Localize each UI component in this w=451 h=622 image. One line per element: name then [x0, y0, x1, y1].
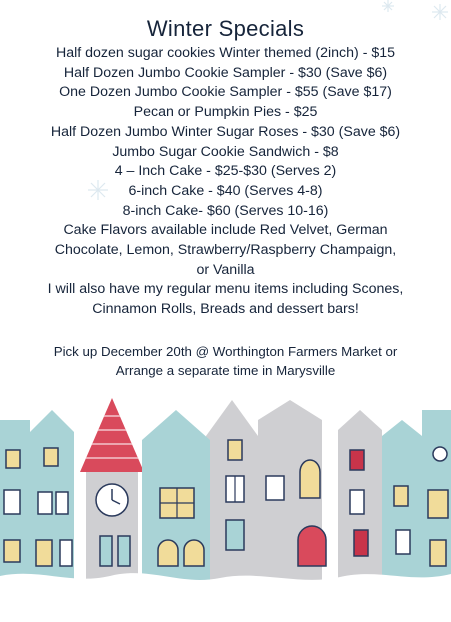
list-item: Chocolate, Lemon, Strawberry/Raspberry Champaign, — [54, 242, 397, 259]
list-item: 4 – Inch Cake - $25-$30 (Serves 2) — [114, 163, 337, 180]
list-item: Half Dozen Jumbo Winter Sugar Roses - $30 (Save $6) — [50, 123, 401, 140]
list-item: 8-inch Cake- $60 (Serves 10-16) — [122, 202, 329, 219]
list-item: Cinnamon Rolls, Breads and dessert bars! — [92, 301, 359, 318]
list-item: 6-inch Cake - $40 (Serves 4-8) — [128, 182, 323, 199]
clock-tower — [80, 398, 144, 580]
house — [30, 410, 74, 580]
pickup-line: Arrange a separate time in Marysville — [115, 363, 336, 378]
snowflake-icon — [382, 0, 394, 12]
page-title: Winter Specials — [146, 16, 305, 41]
pickup-line: Pick up December 20th @ Worthington Farmers Market or — [53, 344, 398, 359]
house — [0, 420, 30, 580]
list-item: One Dozen Jumbo Cookie Sampler - $55 (Save $17) — [59, 84, 392, 101]
list-item: I will also have my regular menu items including Scones, — [47, 281, 404, 298]
list-item: Pecan or Pumpkin Pies - $25 — [133, 104, 318, 121]
snow-ground — [0, 573, 451, 622]
house — [422, 410, 451, 580]
list-item: Jumbo Sugar Cookie Sandwich - $8 — [112, 143, 339, 160]
winter-village-illustration — [0, 380, 451, 622]
list-item: Cake Flavors available include Red Velvet, German — [63, 222, 388, 239]
list-item: or Vanilla — [196, 261, 255, 278]
specials-list — [0, 44, 451, 320]
house — [258, 400, 326, 580]
house — [142, 410, 210, 580]
pickup-info — [0, 342, 451, 380]
list-item: Half Dozen Jumbo Cookie Sampler - $30 (Save $6) — [63, 64, 388, 81]
house — [206, 400, 258, 580]
list-item: Half dozen sugar cookies Winter themed (2inch) - $15 — [55, 45, 396, 61]
